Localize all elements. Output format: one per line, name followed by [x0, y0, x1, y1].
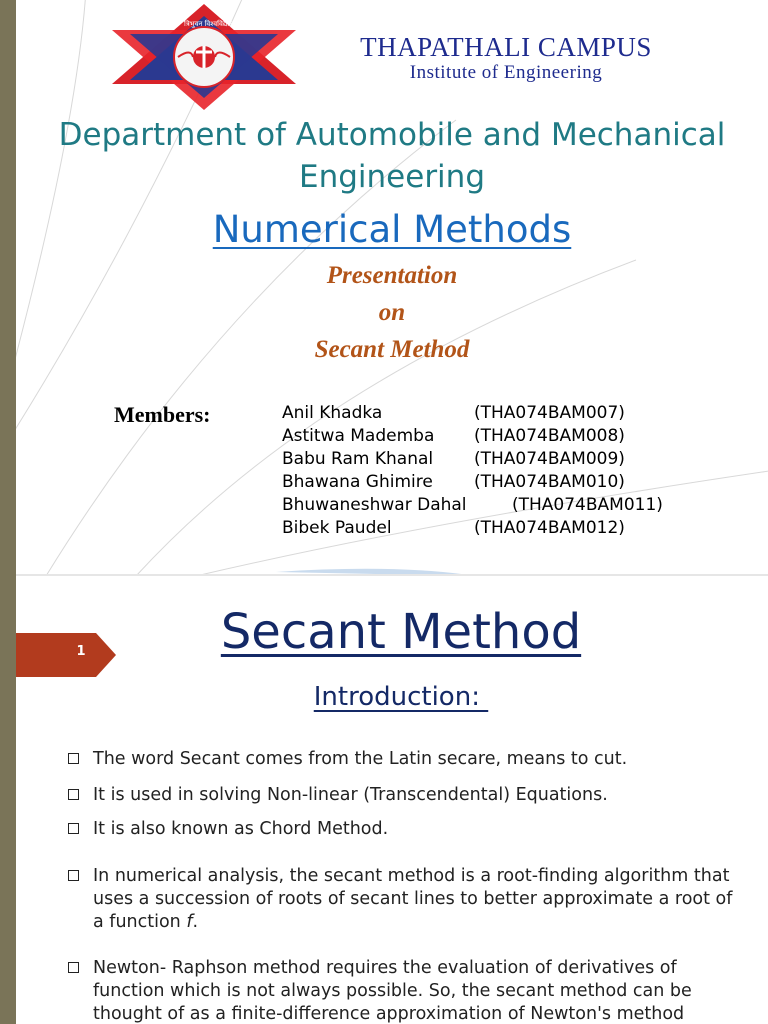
slide-subtitle [16, 682, 768, 712]
checkbox-bullet-icon [68, 870, 79, 881]
member-row [282, 472, 663, 495]
checkbox-bullet-icon [68, 962, 79, 973]
slide-title-text: Secant Method [220, 604, 582, 660]
bullet-text: It is used in solving Non-linear (Transcendental) Equations. [93, 785, 608, 805]
members-label: Members: [114, 402, 211, 427]
title-slide [16, 0, 768, 576]
member-name: Babu Ram Khanal [282, 449, 434, 469]
member-id: (THA074BAM008) [474, 426, 625, 446]
bullet-item [68, 957, 748, 1024]
left-edge-bar [0, 0, 16, 1024]
member-row [282, 518, 663, 541]
bullet-text-part: . [192, 912, 199, 932]
checkbox-bullet-icon [68, 789, 79, 800]
bullet-text: The word Secant comes from the Latin secare, means to cut. [93, 749, 628, 769]
campus-name: THAPATHALI CAMPUS [360, 32, 652, 62]
bullet-item [68, 784, 748, 807]
presentation-line-1: Presentation [326, 262, 458, 289]
member-name: Bibek Paudel [282, 518, 392, 538]
bullet-text [68, 865, 748, 934]
member-id: (THA074BAM007) [474, 403, 625, 423]
institute-name: Institute of Engineering [409, 62, 603, 83]
bullet-item [68, 748, 748, 771]
svg-text:KATHMANDU: KATHMANDU [146, 97, 185, 104]
bullet-text: Newton- Raphson method requires the evaluation of derivatives of function which is not always possible. So, the secant method can be thought of as a finite-difference approximation of Newton's method [93, 958, 692, 1024]
bullet-item [68, 818, 748, 841]
member-name: Astitwa Mademba [282, 426, 435, 446]
member-id: (THA074BAM012) [474, 518, 625, 538]
member-name: Bhawana Ghimire [282, 472, 433, 492]
slide-title [16, 604, 768, 660]
member-row [282, 426, 663, 449]
member-name: Anil Khadka [282, 403, 383, 423]
member-id: (THA074BAM011) [512, 495, 663, 515]
member-row [282, 495, 663, 518]
presentation-line-2: on [378, 299, 406, 326]
member-row [282, 403, 663, 426]
bullet-text: It is also known as Chord Method. [93, 819, 389, 839]
member-id: (THA074BAM010) [474, 472, 625, 492]
checkbox-bullet-icon [68, 823, 79, 834]
bullet-item [68, 865, 748, 934]
svg-text:NEPAL: NEPAL [240, 97, 259, 104]
presentation-line-3: Secant Method [314, 336, 470, 363]
department-title: Department of Automobile and Mechanical Engineering [58, 117, 726, 195]
checkbox-bullet-icon [68, 753, 79, 764]
member-name: Bhuwaneshwar Dahal [282, 495, 467, 515]
svg-text:त्रिभुवन विश्वविद्यालय: त्रिभुवन विश्वविद्यालय [184, 20, 238, 28]
member-row [282, 449, 663, 472]
member-id: (THA074BAM009) [474, 449, 625, 469]
slide-subtitle-text: Introduction: [313, 682, 489, 712]
bullet-text-part: In numerical analysis, the secant method is a root-finding algorithm that uses a succession of roots of secant lines to better approximate a root of a function [93, 866, 733, 932]
page-number: 1 [76, 644, 86, 659]
member-list [282, 403, 663, 541]
university-logo [112, 2, 296, 112]
subject-title-text: Numerical Methods [212, 208, 572, 251]
function-symbol: f [186, 912, 193, 932]
subject-title [16, 208, 768, 251]
content-slide [16, 576, 768, 1024]
